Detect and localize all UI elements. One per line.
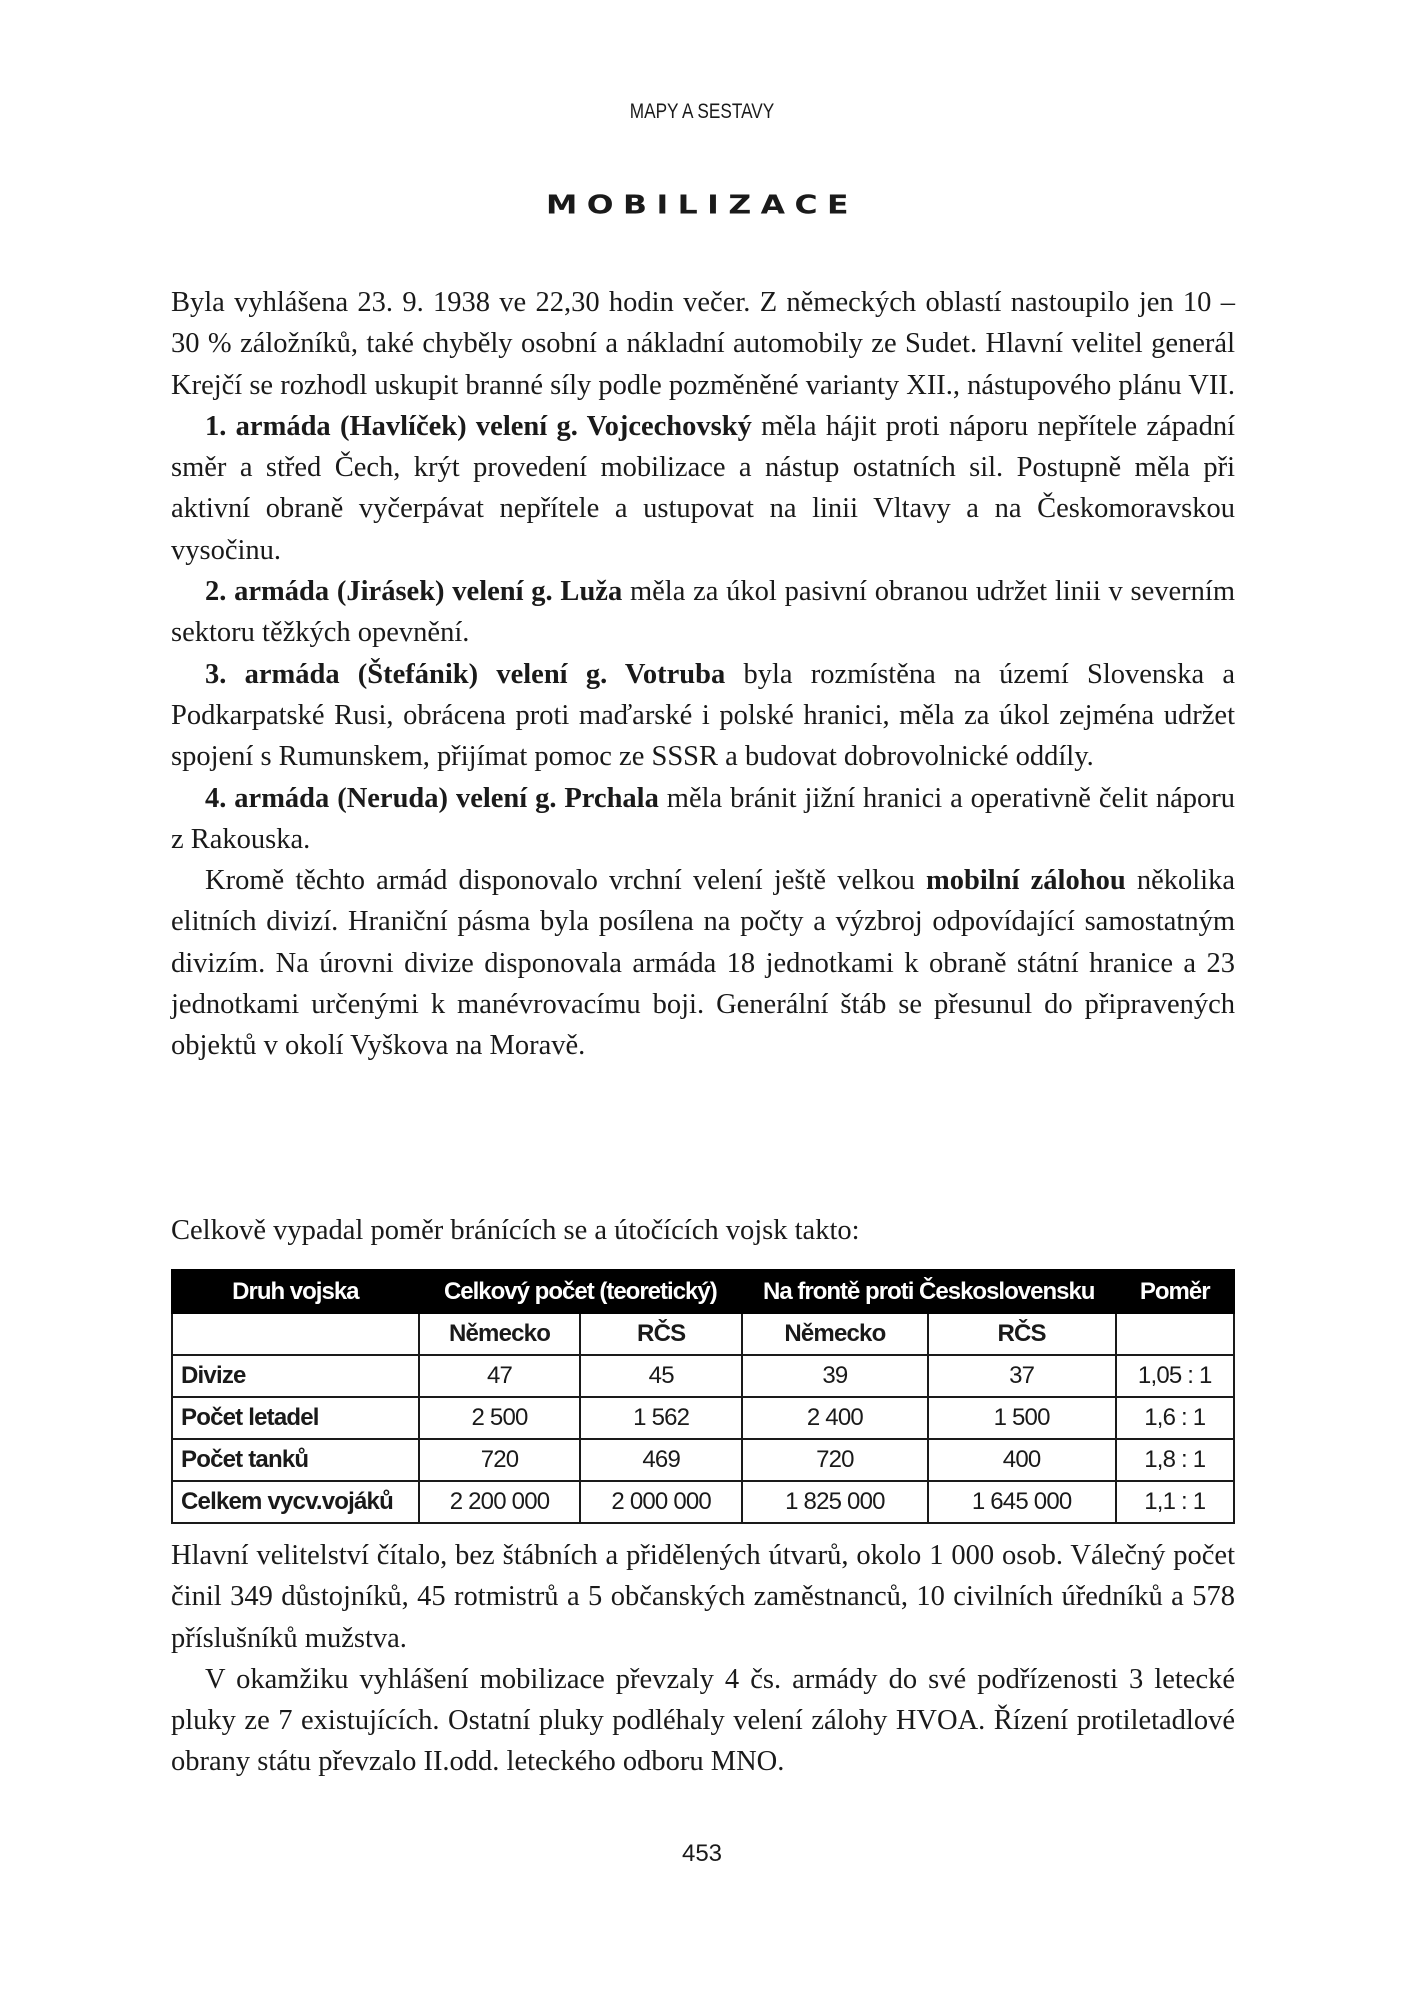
reserve-text-before: Kromě těchto armád disponovalo vrchní velení ještě velkou [205,865,927,897]
running-head: MAPY A SESTAVY [629,100,775,123]
army-2-text: měla za úkol pasivní obranou udržet linii v severním sektoru těžkých opevnění. [171,576,1235,649]
table-cell: 720 [742,1439,928,1481]
army-3-text: byla rozmístěna na území Slovenska a Podkarpatské Rusi, obrácena proti maďarské i polské hranici, měla za úkol zejména udržet spojení s Rumunskem, přijímat pomoc ze SSSR a budovat dobrovolnické oddíly. [171,658,1235,773]
table-cell: 720 [419,1439,581,1481]
table-cell: 2 500 [419,1397,581,1439]
chapter-title: MOBILIZACE [545,190,859,221]
subheader-cell: RČS [928,1313,1116,1355]
table-cell: 39 [742,1355,928,1397]
subheader-cell: Německo [742,1313,928,1355]
subheader-cell: RČS [580,1313,742,1355]
table-row [172,1355,1234,1397]
header-front-vs-czechoslovakia: Na frontě proti Československu [742,1270,1115,1313]
row-label: Počet tanků [172,1439,419,1481]
reserve-text-after: několika elitních divizí. Hraniční pásma byla posílena na počty a výzbroj odpovídající samostatným divizím. Na úrovni divize disponovala armáda 18 jednotkami k obraně státní hranice a 23 jednotkami určenými k manévrovacímu boji. Generální štáb se přesunul do připravených objektů v okolí Vyškova na Moravě. [171,865,1235,1062]
table-cell: 469 [580,1439,742,1481]
army-4-heading: 4. armáda (Neruda) velení g. Prchala [205,782,659,814]
table-cell: 1,05 : 1 [1116,1355,1235,1397]
army-2-heading: 2. armáda (Jirásek) velení g. Luža [205,576,623,608]
table-cell: 1 562 [580,1397,742,1439]
paragraph-air-regiments: V okamžiku vyhlášení mobilizace převzaly 4 čs. armády do své podřízenosti 3 letecké pluky ze 7 existujících. Ostatní pluky podléhaly velení zálohy HVOA. Řízení protiletadlové obrany státu převzalo II.odd. leteckého odboru MNO. [171,1663,1235,1778]
table-cell: 37 [928,1355,1116,1397]
table-cell: 1,8 : 1 [1116,1439,1235,1481]
header-ratio: Poměr [1116,1270,1235,1313]
table-row [172,1481,1234,1523]
row-label: Počet letadel [172,1397,419,1439]
reserve-bold-term: mobilní zálohou [926,865,1126,897]
paragraph-army-2 [171,571,1235,654]
table-cell: 1,1 : 1 [1116,1481,1235,1523]
table-cell: 1 645 000 [928,1481,1116,1523]
header-troop-type: Druh vojska [172,1270,419,1313]
paragraph-headquarters: Hlavní velitelství čítalo, bez štábních a přidělených útvarů, okolo 1 000 osob. Válečný počet činil 349 důstojníků, 45 rotmistrů a 5 občanských zaměstnanců, 10 civilních úředníků a 578 příslušníků mužstva. [171,1540,1235,1654]
subheader-cell [1116,1313,1235,1355]
table-row [172,1397,1234,1439]
table-subheader-row [172,1313,1234,1355]
table-row [172,1439,1234,1481]
paragraph-mobile-reserve [171,860,1235,1066]
page-number: 453 [681,1840,723,1867]
paragraph-army-4 [171,778,1235,861]
army-1-heading: 1. armáda (Havlíček) velení g. Vojcechovský [205,410,752,442]
subheader-cell: Německo [419,1313,581,1355]
army-1-text: měla hájit proti náporu nepřítele západní směr a střed Čech, krýt provedení mobilizace a nástup ostatních sil. Postupně měla při aktivní obraně vyčerpávat nepřítele a ustupovat na linii Vltavy a na Českomoravskou vysočinu. [171,410,1236,566]
paragraph-mobilization-declared: Byla vyhlášena 23. 9. 1938 ve 22,30 hodin večer. Z německých oblastí nastoupilo jen 10 – 30 % záložníků, také chyběly osobní a nákladní automobily ze Sudet. Hlavní velitel generál Krejčí se rozhodl uskupit branné síly podle pozměněné varianty XII., nástupového plánu VII. [171,287,1235,401]
table-cell: 47 [419,1355,581,1397]
table-cell: 1 500 [928,1397,1116,1439]
subheader-cell [172,1313,419,1355]
table-lead-block [171,1210,1235,1251]
table-cell: 45 [580,1355,742,1397]
army-4-text: měla bránit jižní hranici a operativně čelit náporu z Rakouska. [171,782,1235,855]
table-cell: 2 000 000 [580,1481,742,1523]
table-lead-text: Celkově vypadal poměr bránících se a útočících vojsk takto: [171,1215,860,1246]
table-cell: 2 400 [742,1397,928,1439]
table-cell: 400 [928,1439,1116,1481]
paragraph-army-3 [171,654,1235,778]
row-label: Celkem vycv.vojáků [172,1481,419,1523]
row-label: Divize [172,1355,419,1397]
table-cell: 2 200 000 [419,1481,581,1523]
header-total-theoretical: Celkový počet (teoretický) [419,1270,742,1313]
army-3-heading: 3. armáda (Štefánik) velení g. Votruba [205,658,726,690]
table-header-row [172,1270,1234,1313]
intro-text-block [171,282,1235,1067]
closing-text-block [171,1535,1235,1783]
table-cell: 1,6 : 1 [1116,1397,1235,1439]
table-cell: 1 825 000 [742,1481,928,1523]
forces-comparison-table [171,1269,1235,1524]
paragraph-army-1 [171,406,1235,571]
